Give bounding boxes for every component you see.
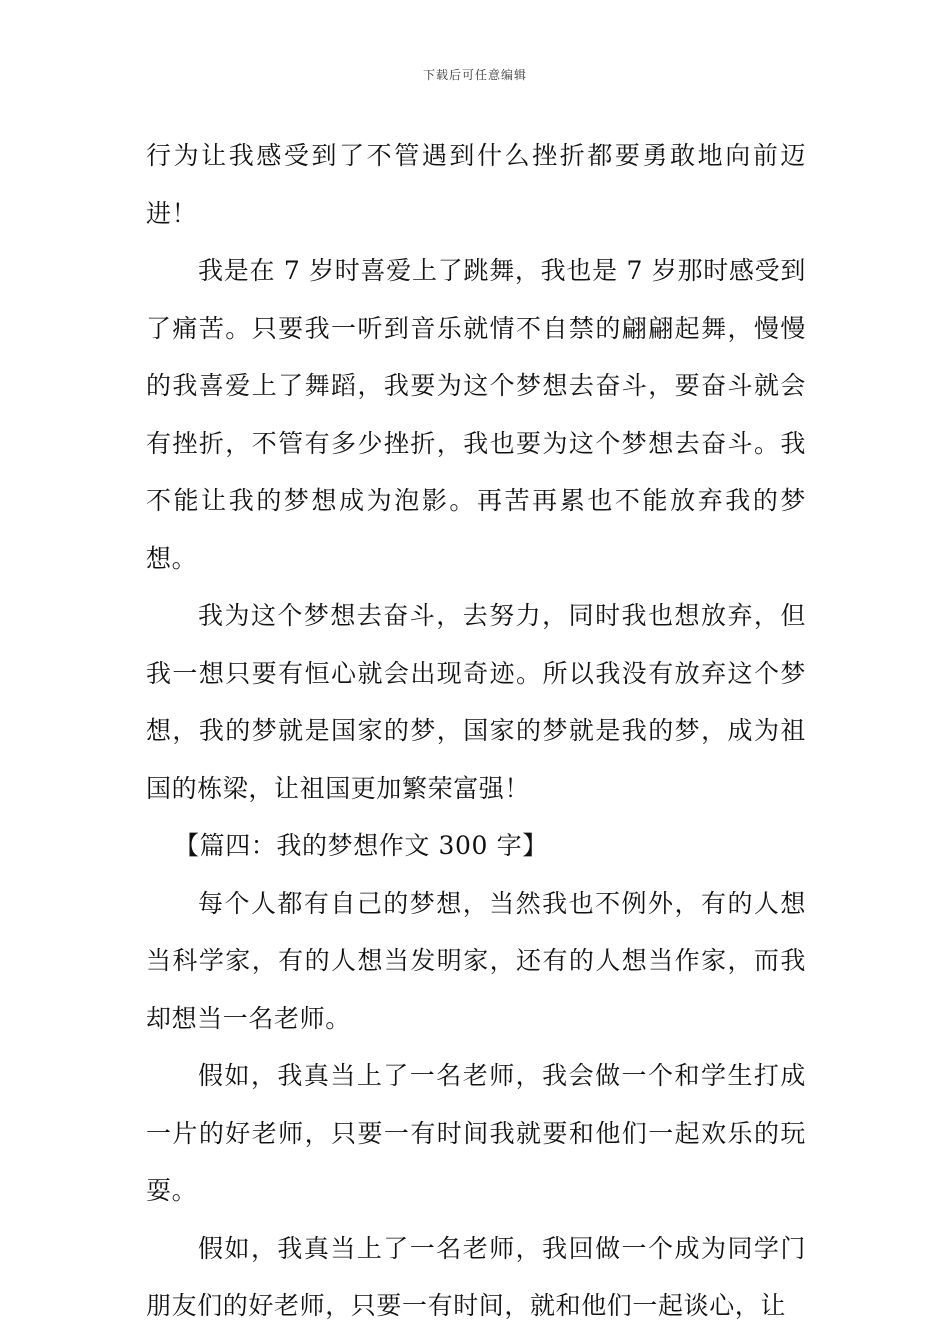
paragraph-5: 假如，我真当上了一名老师，我会做一个和学生打成一片的好老师，只要一有时间我就要和他们一起欢乐的玩耍。 (146, 1061, 806, 1205)
paragraph-6: 假如，我真当上了一名老师，我回做一个成为同学门朋友们的好老师，只要一有时间，就和他们一起谈心，让 (146, 1233, 806, 1320)
paragraph-4: 每个人都有自己的梦想，当然我也不例外，有的人想当科学家，有的人想当发明家，还有的人想当作家，而我却想当一名老师。 (146, 888, 806, 1033)
paragraph-2: 我是在 7 岁时喜爱上了跳舞，我也是 7 岁那时感受到了痛苦。只要我一听到音乐就情不自禁的翩翩起舞，慢慢的我喜爱上了舞蹈，我要为这个梦想去奋斗，要奋斗就会有挫折，不管有多少挫折，我也要为这个梦想去奋斗。我不能让我的梦想成为泡影。再苦再累也不能放弃我的梦想。 (146, 256, 806, 573)
paragraph-1: 行为让我感受到了不管遇到什么挫折都要勇敢地向前迈进！ (146, 141, 806, 228)
paragraph-3: 我为这个梦想去奋斗，去努力，同时我也想放弃，但我一想只要有恒心就会出现奇迹。所以我没有放弃这个梦想，我的梦就是国家的梦，国家的梦就是我的梦，成为祖国的栋梁，让祖国更加繁荣富强！ (146, 601, 806, 803)
header-note: 下载后可任意编辑 (422, 68, 527, 82)
section-heading: 【篇四：我的梦想作文 300 字】 (174, 831, 548, 860)
document-body (146, 127, 806, 1335)
